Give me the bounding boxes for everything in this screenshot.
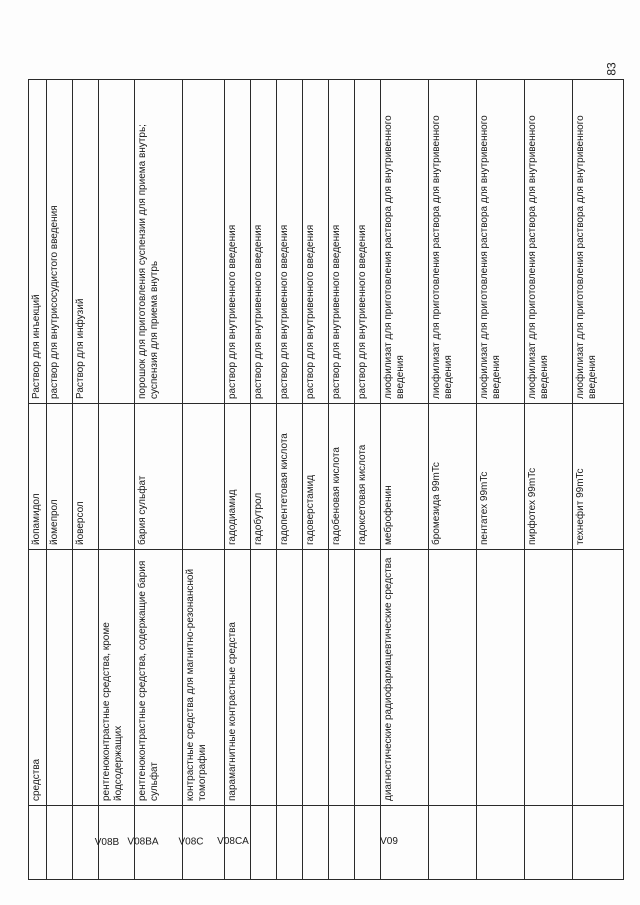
drug-cell: гадоверстамид <box>303 404 329 550</box>
form-cell: Раствор для инъекций <box>29 80 47 404</box>
code-text: V08B <box>94 836 120 848</box>
form-cell: раствор для внутривенного введения <box>277 80 303 404</box>
group-cell <box>355 550 381 806</box>
drug-cell <box>99 404 135 550</box>
code-cell <box>573 806 624 880</box>
code-cell <box>477 806 525 880</box>
form-cell: лиофилизат для приготовления раствора для внутривенного введения <box>525 80 573 404</box>
drug-cell: гадодиамид <box>225 404 251 550</box>
group-cell: рентгеноконтрастные средства, содержащие бария сульфат <box>135 550 183 806</box>
group-cell <box>329 550 355 806</box>
code-text: V08BA <box>127 836 159 848</box>
code-cell <box>429 806 477 880</box>
table-row <box>251 80 277 880</box>
code-cell <box>525 806 573 880</box>
group-cell: контрастные средства для магнитно-резонансной томографии <box>183 550 225 806</box>
group-cell: средства <box>29 550 47 806</box>
code-cell <box>277 806 303 880</box>
form-cell <box>99 80 135 404</box>
drug-cell <box>183 404 225 550</box>
table-row <box>277 80 303 880</box>
code-cell <box>47 806 73 880</box>
code-cell <box>329 806 355 880</box>
form-cell: раствор для внутрисосудистого введения <box>47 80 73 404</box>
code-cell <box>251 806 277 880</box>
table-row <box>329 80 355 880</box>
table-row <box>303 80 329 880</box>
code-cell <box>127 806 183 880</box>
page-number: 83 <box>604 62 619 76</box>
drug-cell: технефит 99mTc <box>573 404 624 550</box>
code-cell <box>217 806 251 880</box>
table-row <box>73 80 99 880</box>
group-cell <box>73 550 99 806</box>
code-cell <box>355 806 381 880</box>
group-cell <box>277 550 303 806</box>
table-row <box>135 80 183 880</box>
form-cell: лиофилизат для приготовления раствора для внутривенного введения <box>429 80 477 404</box>
code-text: V09 <box>380 836 398 848</box>
form-cell: порошок для приготовления суспензии для приема внутрь; суспензия для приема внутрь <box>135 80 183 404</box>
form-cell <box>183 80 225 404</box>
form-cell: лиофилизат для приготовления раствора для внутривенного введения <box>381 80 429 404</box>
form-cell: лиофилизат для приготовления раствора для внутривенного введения <box>573 80 624 404</box>
group-cell <box>303 550 329 806</box>
code-cell <box>381 806 429 880</box>
table-row <box>183 80 225 880</box>
table-row <box>525 80 573 880</box>
group-cell: рентгеноконтрастные средства, кроме йодсодержащих <box>99 550 135 806</box>
table-row <box>429 80 477 880</box>
drug-cell: бромезида 99mTc <box>429 404 477 550</box>
drug-cell: гадопентетовая кислота <box>277 404 303 550</box>
group-cell <box>477 550 525 806</box>
group-cell <box>573 550 624 806</box>
table-row <box>477 80 525 880</box>
table-row <box>573 80 624 880</box>
form-cell: раствор для внутривенного введения <box>225 80 251 404</box>
table-row <box>355 80 381 880</box>
drug-cell: йомепрол <box>47 404 73 550</box>
table-row <box>47 80 73 880</box>
form-cell: раствор для внутривенного введения <box>355 80 381 404</box>
drug-table-body <box>29 80 624 880</box>
drug-cell: гадоксетовая кислота <box>355 404 381 550</box>
drug-cell: гадобеновая кислота <box>329 404 355 550</box>
group-cell <box>525 550 573 806</box>
table-row <box>29 80 47 880</box>
code-cell <box>303 806 329 880</box>
form-cell: лиофилизат для приготовления раствора для внутривенного введения <box>477 80 525 404</box>
group-cell: диагностические радиофармацевтические средства <box>381 550 429 806</box>
group-cell <box>47 550 73 806</box>
form-cell: Раствор для инфузий <box>73 80 99 404</box>
drug-table <box>28 79 624 880</box>
code-cell <box>29 806 47 880</box>
table-row <box>225 80 251 880</box>
code-text: V08C <box>178 836 204 848</box>
table-row <box>99 80 135 880</box>
drug-cell: йоверсол <box>73 404 99 550</box>
code-text: V08CA <box>217 836 249 848</box>
form-cell: раствор для внутривенного введения <box>251 80 277 404</box>
form-cell: раствор для внутривенного введения <box>303 80 329 404</box>
drug-cell: йопамидол <box>29 404 47 550</box>
group-cell <box>429 550 477 806</box>
drug-cell: пентатех 99mTc <box>477 404 525 550</box>
table-row <box>381 80 429 880</box>
drug-cell: пирфотех 99mTc <box>525 404 573 550</box>
group-cell <box>251 550 277 806</box>
form-cell: раствор для внутривенного введения <box>329 80 355 404</box>
drug-cell: гадобутрол <box>251 404 277 550</box>
drug-cell: меброфенин <box>381 404 429 550</box>
rotated-page <box>28 80 603 880</box>
group-cell: парамагнитные контрастные средства <box>225 550 251 806</box>
drug-cell: бария сульфат <box>135 404 183 550</box>
